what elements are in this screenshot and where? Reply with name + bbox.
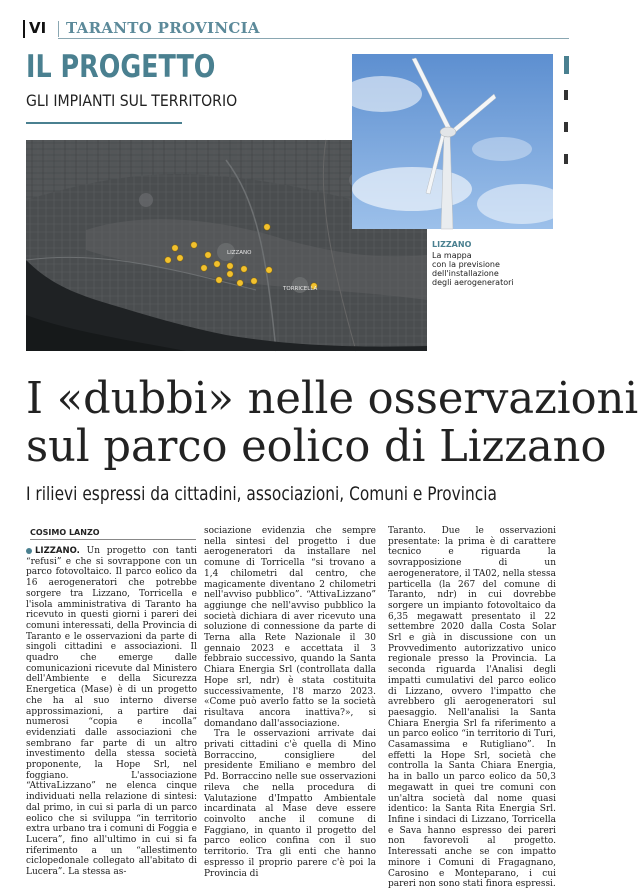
caption-line: degli aerogeneratori <box>432 278 514 287</box>
turbine-marker <box>191 242 197 248</box>
headline-line-1: I «dubbi» nelle osservazioni <box>26 373 638 424</box>
turbine-marker <box>165 257 171 263</box>
caption-line: dell'installazione <box>432 269 499 278</box>
byline-rule <box>30 539 196 540</box>
dateline: LIZZANO. <box>35 546 80 556</box>
turbine-marker <box>214 261 220 267</box>
turbine-marker <box>227 263 233 269</box>
turbine-marker <box>241 266 247 272</box>
caption-line: La mappa <box>432 251 472 260</box>
page-number-bar <box>23 20 25 38</box>
caption-title: LIZZANO <box>432 240 472 249</box>
turbine-marker <box>177 255 183 261</box>
kicker-title: IL PROGETTO <box>26 49 216 85</box>
article-paragraph: Un progetto con tanti “refusi” e che si sovrappone con un parco fotovoltaico. Il parco eolico da 16 aerogeneratori che potrebbe sorgere tra Lizzano, Torricella e l'isola amministrativa di Taranto ha ricevuto in questi giorni i pareri dei comuni interessati, della Provincia di Taranto e le osservazioni da parte di singoli cittadini e associazioni. Il quadro che emerge dalle comunicazioni ricevute dal Ministero dell'Ambiente e della Sicurezza Energetica (Mase) è di un progetto che ha al suo interno diverse approssimazioni, a partire dai numerosi “copia e incolla” evidenziati dalle associazioni che sembrano far parte di un altro investimento della stessa società proponente, la Hope Srl, nel foggiano. L'associazione “AttivaLizzano” ne elenca cinque individuati nella relazione di sintesi: dal primo, in cui si parla di un parco eolico che si sviluppa “in territorio extra urbano tra i comuni di Foggia e Lucera”, fino all'ultimo in cui si fa riferimento a un “allestimento ciclopedonale collegato all'abitato di Lucera”. La stessa as- <box>26 546 197 878</box>
kicker-rule <box>26 122 182 124</box>
header-separator <box>58 21 59 37</box>
turbine-marker <box>266 267 272 273</box>
page-number: VI <box>29 19 47 37</box>
turbine-marker <box>172 245 178 251</box>
turbine-marker <box>237 280 243 286</box>
map-label-lizzano: LIZZANO <box>227 250 252 256</box>
turbine-marker <box>227 271 233 277</box>
caption-line: con la previsione <box>432 260 500 269</box>
article-column-2 <box>204 526 376 879</box>
kicker-subtitle: GLI IMPIANTI SUL TERRITORIO <box>26 91 238 110</box>
turbine-marker <box>205 252 211 258</box>
turbine-marker <box>216 277 222 283</box>
article-paragraph: Tra le osservazioni arrivate dai privati cittadini c'è quella di Mino Borraccino, consigliere del presidente Emiliano e membro del Pd. Borraccino nelle sue osservazioni rileva che nella procedura di Valutazione d'Impatto Ambientale incardinata al Mase deve essere coinvolto anche il comune di Faggiano, in quanto il progetto del parco eolico confina con il suo territorio. Tra gli enti che hanno espresso il proprio parere c'è poi la Provincia di <box>204 729 376 879</box>
turbine-marker <box>201 265 207 271</box>
article-column-3 <box>388 526 556 890</box>
article-paragraph: sociazione evidenzia che sempre nella sintesi del progetto i due aerogeneratori da installare nel comune di Torricella “si trovano a 1,4 chilometri dal centro, che magicamente diventano 2 chilometri nell'avviso pubblico”. “AttivaLizzano” aggiunge che nell'avviso pubblico la società dichiara di aver ricevuto una soluzione di connessione da parte di Terna alla Rete Nazionale il 30 gennaio 2023 e accettata il 3 febbraio successivo, quando la Santa Chiara Energia Srl (controllata dalla Hope srl, ndr) è stata costituita successivamente, l'8 marzo 2023. «Come può averlo fatto se la società risultava ancora inattiva?», si domandano dall'associazione. <box>204 526 376 729</box>
map-label-torricella: TORRICELLA <box>283 286 318 292</box>
article-column-1 <box>26 546 197 878</box>
headline-line-2: sul parco eolico di Lizzano <box>26 421 607 472</box>
lead-bullet-icon <box>26 548 32 554</box>
wind-turbine-photo <box>352 54 553 229</box>
turbine-marker <box>251 278 257 284</box>
byline: COSIMO LANZO <box>30 528 100 537</box>
section-title: TARANTO PROVINCIA <box>66 19 260 37</box>
deck: I rilievi espressi da cittadini, associazioni, Comuni e Provincia <box>26 483 497 505</box>
turbine-marker <box>264 224 270 230</box>
article-paragraph: Taranto. Due le osservazioni presentate: la prima è di carattere tecnico e riguarda la sovrapposizione di un aerogeneratore, il TA02, nella stessa particella (la 267 del comune di Taranto, ndr) in cui dovrebbe sorgere un impianto fotovoltaico da 6,35 megawatt presentato il 22 settembre 2020 dalla Costa Solar Srl e già in discussione con un Provvedimento autorizzativo unico regionale presso la Provincia. La seconda riguarda l'Analisi degli impatti cumulativi del parco eolico di Lizzano, ovvero l'impatto che avrebbero gli aerogeneratori sul paesaggio. Nell'analisi la Santa Chiara Energia Srl fa riferimento a un parco eolico “in territorio di Turi, Casamassima e Rutigliano”. In effetti la Hope Srl, società che controlla la Santa Chiara Energia, ha in ballo un parco eolico da 50,3 megawatt in quei tre comuni con un'altra società dal nome quasi identico: la Santa Rita Energia Srl. Infine i sindaci di Lizzano, Torricella e Sava hanno espresso dei pareri non favorevoli al progetto. Interessati anche se con impatto minore i Comuni di Fragagnano, Carosino e Monteparano, i cui pareri non sono stati finora espressi. <box>388 526 556 890</box>
header-rule <box>58 38 569 39</box>
adjacent-article-edge <box>564 54 569 229</box>
